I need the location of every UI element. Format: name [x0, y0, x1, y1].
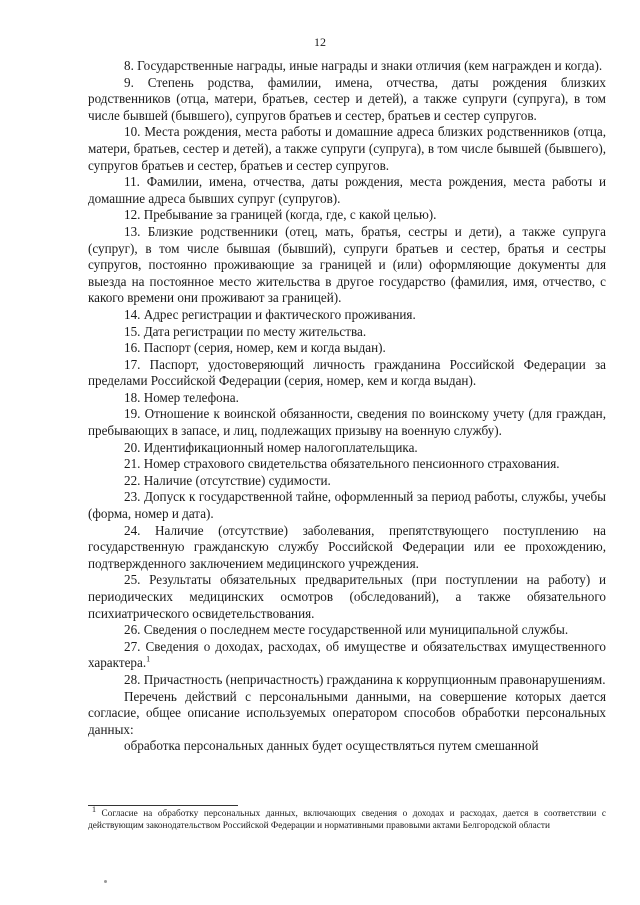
paragraph-item-21: 21. Номер страхового свидетельства обязательного пенсионного страхования. — [124, 456, 560, 472]
paragraph-item-23: 23. Допуск к государственной тайне, оформленный за период работы, службы, учебы (форма, номер и дата). — [88, 489, 606, 522]
paragraph-item-17: 17. Паспорт, удостоверяющий личность гражданина Российской Федерации за пределами Российской Федерации (серия, номер, кем и когда выдан). — [88, 356, 606, 389]
footnote-text: Согласие на обработку персональных данных, включающих сведения о доходах и расходах, дается в соответствии с действующим законодательством Российской Федерации и нормативными правовыми актами Белгородской области — [88, 809, 606, 832]
paragraph-item-28: 28. Причастность (непричастность) гражданина к коррупционным правонарушениям. — [124, 671, 606, 687]
paragraph-item-11: 11. Фамилии, имена, отчества, даты рождения, места рождения, места работы и домашние адреса бывших супруг (супругов). — [88, 174, 606, 206]
paragraph-item-13: 13. Близкие родственники (отец, мать, братья, сестры и дети), а также супруга (супруг), в том числе бывшая (бывший), супруги братьев и сестер, братья и сестры супругов, постоянно проживающие за границей и (или) оформляющие документы для выезда на постоянное место жительства в другое государство (фамилия, имя, отчество, с какого времени они проживают за границей). — [88, 223, 606, 306]
paragraph-item-22: 22. Наличие (отсутствие) судимости. — [124, 472, 331, 488]
document-body — [88, 58, 606, 755]
footnote-marker: 1 — [92, 804, 96, 814]
paragraph-item-8: 8. Государственные награды, иные награды и знаки отличия (кем награжден и когда). — [124, 58, 603, 73]
paragraph-item-24: 24. Наличие (отсутствие) заболевания, препятствующего поступлению на государственную гражданскую службу Российской Федерации или ее прохождению, подтвержденного заключением медицинского учреждения. — [88, 522, 606, 571]
footnote — [88, 804, 606, 833]
paragraph-item-12: 12. Пребывание за границей (когда, где, с какой целью). — [124, 207, 437, 223]
paragraph-item-9: 9. Степень родства, фамилии, имена, отчества, даты рождения близких родственников (отца, матери, братьев, сестер и детей), а также супруги (супруга), в том числе бывшей (бывшего), супругов братьев и сестер, братьев и сестер супругов. — [88, 74, 606, 123]
paragraph-item-26: 26. Сведения о последнем месте государственной или муниципальной службы. — [124, 622, 569, 638]
paragraph-item-16: 16. Паспорт (серия, номер, кем и когда выдан). — [124, 340, 386, 356]
footnote-reference: 1 — [146, 655, 151, 664]
paragraph-item-20: 20. Идентификационный номер налогоплательщика. — [124, 439, 418, 455]
page-number: 12 — [314, 35, 326, 49]
paragraph-item-14: 14. Адрес регистрации и фактического проживания. — [124, 306, 416, 322]
paragraph-item-18: 18. Номер телефона. — [124, 389, 239, 405]
paragraph-item-25: 25. Результаты обязательных предварительных (при поступлении на работу) и периодических медицинских осмотров (обследований), а также обязательного психиатрического освидетельствования. — [88, 572, 606, 621]
paragraph-processing: обработка персональных данных будет осуществляться путем смешанной — [124, 738, 539, 754]
paragraph-item-27-text: 27. Сведения о доходах, расходах, об имуществе и обязательствах имущественного характера. — [88, 638, 606, 671]
paragraph-item-19: 19. Отношение к воинской обязанности, сведения по воинскому учету (для граждан, пребывающих в запасе, и лиц, подлежащих призыву на военную службу). — [88, 406, 606, 439]
paragraph-actions-list: Перечень действий с персональными данными, на совершение которых дается согласие, общее описание используемых оператором способов обработки персональных данных: — [88, 688, 606, 737]
scan-speck — [104, 880, 107, 883]
paragraph-item-10: 10. Места рождения, места работы и домашние адреса близких родственников (отца, матери, братьев, сестер и детей), а также супруги (супруга), в том числе бывшей (бывшего), супругов братьев и сестер, братьев и сестер супругов. — [88, 124, 606, 173]
footnote-divider — [88, 805, 238, 806]
paragraph-item-15: 15. Дата регистрации по месту жительства. — [124, 323, 367, 339]
paragraph-item-27 — [88, 639, 606, 672]
